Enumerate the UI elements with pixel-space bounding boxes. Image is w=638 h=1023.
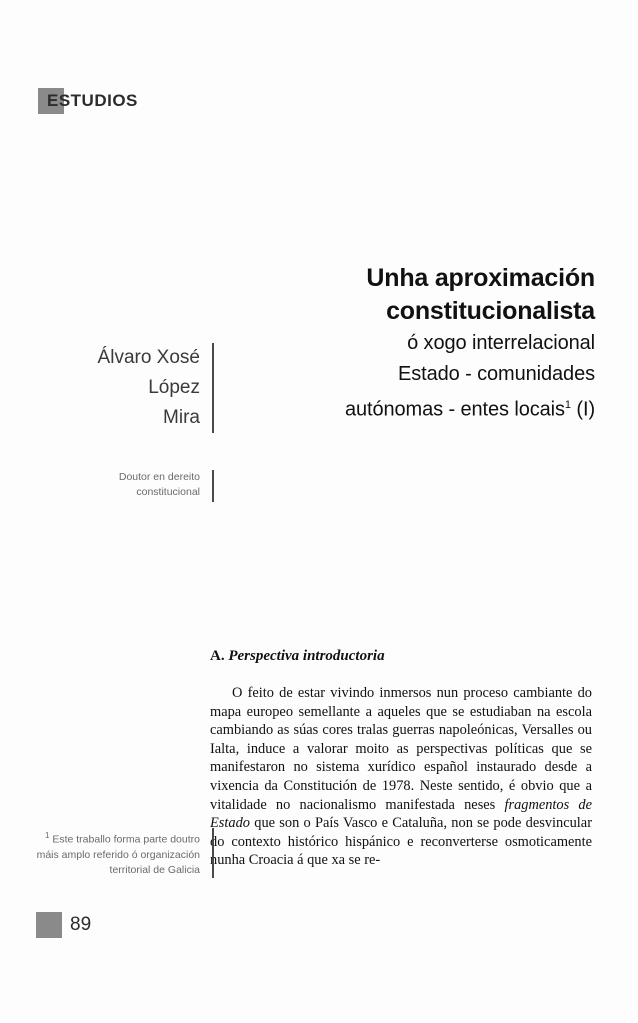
title-line-4: Estado - comunidades	[397, 363, 595, 385]
footnote-text: Este traballo forma parte doutro máis amplo referido ó organización territorial de Galicia	[36, 833, 200, 876]
page-number-block	[36, 912, 91, 938]
page-number: 89	[70, 914, 92, 935]
header-title: ESTUDIOS	[47, 91, 138, 110]
author-name-line-3: Mira	[163, 407, 200, 428]
footnote-marker: 1	[44, 831, 50, 840]
page-number-square-decoration	[36, 912, 62, 938]
section-heading	[210, 648, 385, 665]
footnote	[30, 828, 214, 878]
title-line-1: Unha aproximación	[366, 264, 595, 292]
author-name-line-1: Álvaro Xosé	[97, 347, 200, 368]
page-header	[38, 88, 138, 114]
title-line-5-text: autónomas - entes locais	[344, 398, 565, 421]
author-role-line-2: constitucional	[136, 486, 200, 498]
title-footnote-marker: 1	[564, 399, 571, 411]
title-line-2: constitucionalista	[386, 297, 595, 325]
article-title	[205, 262, 595, 426]
section-title: Perspectiva introductoria	[228, 648, 385, 664]
author-name-line-2: López	[148, 377, 200, 398]
body-paragraph: O feito de estar vivindo inmersos nun proceso cambiante do mapa europeo semellante a aqueles que se estudiaban na escola cambiando as súas cores tralas guerras napoleónicas, Versalles ou Ialta, induce a valorar moito as perspectivas políticas que se manifestaron no sistema xurídico español instaurado desde a vixencia da Constitución de 1978. Neste sentido, é obvio que a vitalidade no nacionalismo manifestada neses fragmentos de Estado que son o País Vasco e Cataluña, non se pode desvincular do contexto histórico hispánico e reconverterse osmoticamente nunha Croacia á que xa se re-	[210, 685, 592, 869]
title-part-label: (I)	[576, 398, 595, 421]
title-line-3: ó xogo interrelacional	[407, 332, 595, 354]
author-role	[30, 470, 214, 502]
author-name	[30, 343, 214, 433]
title-line-5	[205, 390, 595, 426]
author-role-line-1: Doutor en dereito	[118, 471, 200, 483]
section-letter: A.	[210, 648, 225, 664]
